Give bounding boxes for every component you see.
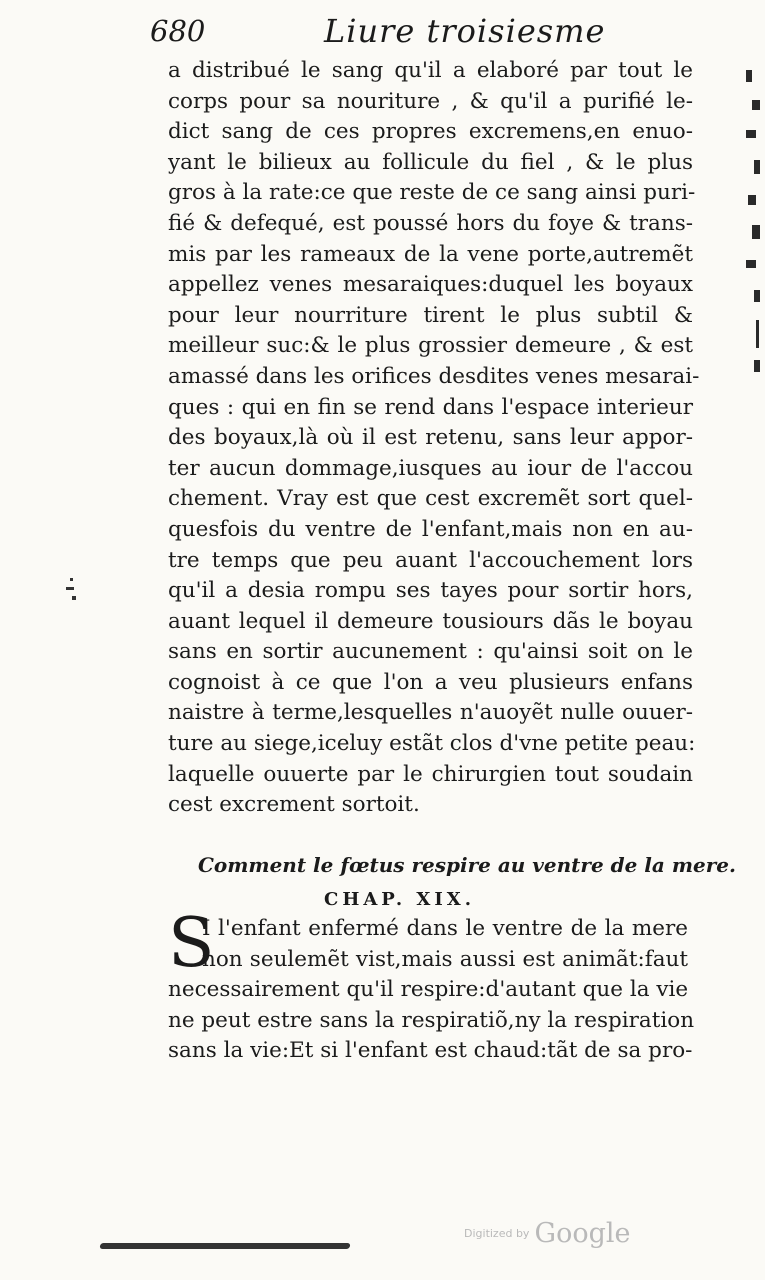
page-number: 680 xyxy=(150,14,206,48)
chapter-title: Comment le fœtus respire au ventre de la mere. xyxy=(198,853,736,877)
text-line: ture au siege,iceluy estãt clos d'vne petite peau: xyxy=(168,731,696,757)
text-line: ques : qui en fin se rend dans l'espace interieur xyxy=(168,394,693,420)
header-rule xyxy=(148,52,708,53)
text-line: corps pour sa nouriture , & qu'il a purifié le- xyxy=(168,88,693,114)
text-line: tre temps que peu auant l'accouchement lors xyxy=(168,547,693,573)
text-line: quesfois du ventre de l'enfant,mais non en au- xyxy=(168,516,693,542)
text-line: ne peut estre sans la respiratiõ,ny la respiration xyxy=(168,1007,695,1033)
page-edge-smudge xyxy=(99,1243,350,1249)
digitized-label: Digitized by xyxy=(464,1227,530,1240)
bleed-through-marks xyxy=(742,60,764,400)
text-line: sans la vie:Et si l'enfant est chaud:tãt de sa pro- xyxy=(168,1038,693,1064)
google-logo: Google xyxy=(534,1218,631,1249)
google-watermark xyxy=(464,1218,631,1249)
text-line: cognoist à ce que l'on a veu plusieurs enfans xyxy=(168,669,693,695)
text-line: amassé dans les orifices desdites venes mesarai- xyxy=(168,363,700,389)
chapter-text xyxy=(168,904,695,1067)
text-line: fié & defequé, est poussé hors du foye & trans- xyxy=(168,210,693,236)
text-line: I l'enfant enfermé dans le ventre de la mere xyxy=(202,916,688,941)
text-line: pour leur nourriture tirent le plus subtil & xyxy=(168,302,693,328)
text-line: auant lequel il demeure tousiours dãs le boyau xyxy=(168,608,693,634)
chapter-label: CHAP. XIX. xyxy=(324,889,476,910)
text-line: naistre à terme,lesquelles n'auoyẽt nulle ouuer- xyxy=(168,700,693,726)
text-line: sans en sortir aucunement : qu'ainsi soit on le xyxy=(168,639,693,665)
text-line: dict sang de ces propres excremens,en enuo- xyxy=(168,119,693,145)
text-line: qu'il a desia rompu ses tayes pour sortir hors, xyxy=(168,578,693,604)
text-line: non seulemẽt vist,mais aussi est animãt:faut xyxy=(202,946,688,972)
text-line: ter aucun dommage,iusques au iour de l'accou xyxy=(168,455,693,481)
text-line: des boyaux,là où il est retenu, sans leur appor- xyxy=(168,425,693,451)
body-text xyxy=(168,56,700,821)
text-line: chement. Vray est que cest excremẽt sort quel- xyxy=(168,486,693,512)
running-head: Liure troisiesme xyxy=(324,12,606,50)
text-line: gros à la rate:ce que reste de ce sang ainsi puri- xyxy=(168,180,696,206)
text-line: cest excrement sortoit. xyxy=(168,792,420,818)
text-line: mis par les rameaux de la vene porte,autremẽt xyxy=(168,241,693,267)
text-line: meilleur suc:& le plus grossier demeure , & est xyxy=(168,333,693,359)
drop-cap: S xyxy=(168,904,215,983)
text-line: a distribué le sang qu'il a elaboré par tout le xyxy=(168,58,693,83)
text-line: necessairement qu'il respire:d'autant que la vie xyxy=(168,977,689,1003)
text-line: yant le bilieux au follicule du fiel , & le plus xyxy=(168,149,693,175)
text-line: laquelle ouuerte par le chirurgien tout soudain xyxy=(168,761,693,787)
margin-mark xyxy=(66,578,76,600)
text-line: appellez venes mesaraiques:duquel les boyaux xyxy=(168,272,693,298)
